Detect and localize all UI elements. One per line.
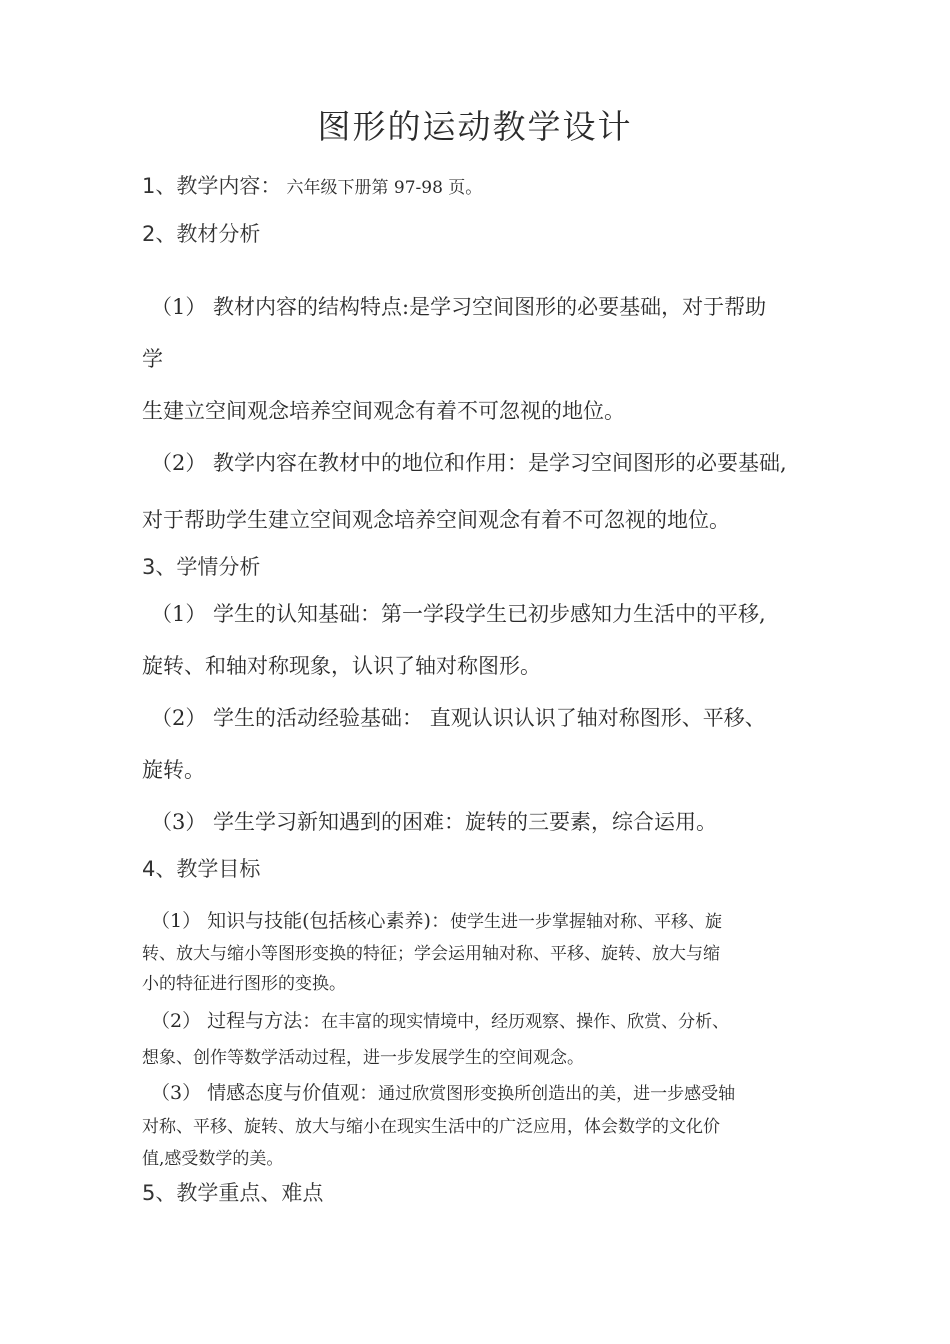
section-4-item-3-label: （3） 情感态度与价值观：: [151, 1082, 379, 1104]
section-4-item-2-line-2: 想象、创作等数学活动过程，进一步发展学生的空间观念。: [142, 1048, 584, 1068]
section-4-item-3-line-1: [151, 1078, 735, 1105]
section-4-item-1-label: （1） 知识与技能(包括核心素养)：: [151, 910, 450, 932]
section-3-item-1-line-2: 旋转、和轴对称现象，认识了轴对称图形。: [142, 654, 541, 678]
section-5-heading: 5、教学重点、难点: [142, 1181, 324, 1205]
document-title: 图形的运动教学设计: [317, 107, 633, 146]
section-4-item-1-text: 使学生进一步掌握轴对称、平移、旋: [449, 912, 722, 932]
section-4-item-1-line-2: 转、放大与缩小等图形变换的特征；学会运用轴对称、平移、旋转、放大与缩: [142, 944, 720, 964]
section-2-item-1-line-3: 生建立空间观念培养空间观念有着不可忽视的地位。: [142, 399, 625, 423]
section-4-item-3-line-2: 对称、平移、旋转、放大与缩小在现实生活中的广泛应用，体会数学的文化价: [142, 1117, 720, 1137]
section-3-heading: 3、学情分析: [142, 555, 261, 579]
section-4-item-2-line-1: [151, 1006, 729, 1033]
section-3-item-3-line-1: （3） 学生学习新知遇到的困难：旋转的三要素，综合运用。: [151, 810, 718, 834]
section-2-item-1-line-1: （1） 教材内容的结构特点:是学习空间图形的必要基础，对于帮助: [151, 295, 767, 319]
section-2-item-2-line-2: 对于帮助学生建立空间观念培养空间观念有着不可忽视的地位。: [142, 508, 730, 532]
section-4-item-2-text: 在丰富的现实情境中，经历观察、操作、欣赏、分析、: [321, 1012, 730, 1032]
section-4-heading: 4、教学目标: [142, 857, 261, 881]
section-1-content: 六年级下册第 97-98 页。: [286, 178, 483, 198]
section-4-item-3-line-3: 值,感受数学的美。: [142, 1149, 284, 1169]
section-3-item-2-line-2: 旋转。: [142, 758, 205, 782]
section-2-item-1-line-2: 学: [142, 347, 163, 371]
section-2-heading: 2、教材分析: [142, 222, 261, 246]
section-1-heading: 1、教学内容：: [142, 174, 282, 198]
section-4-item-1-line-3: 小的特征进行图形的变换。: [142, 974, 346, 994]
section-2-item-2-line-1: （2） 教学内容在教材中的地位和作用：是学习空间图形的必要基础,: [151, 451, 787, 475]
section-4-item-2-label: （2） 过程与方法：: [151, 1010, 322, 1032]
section-4-item-1-line-1: [151, 906, 722, 933]
section-4-item-3-text: 通过欣赏图形变换所创造出的美，进一步感受轴: [378, 1084, 736, 1104]
section-3-item-1-line-1: （1） 学生的认知基础：第一学段学生已初步感知力生活中的平移,: [151, 602, 766, 626]
section-1: [142, 170, 482, 200]
section-3-item-2-line-1: （2） 学生的活动经验基础： 直观认识认识了轴对称图形、平移、: [151, 706, 766, 730]
